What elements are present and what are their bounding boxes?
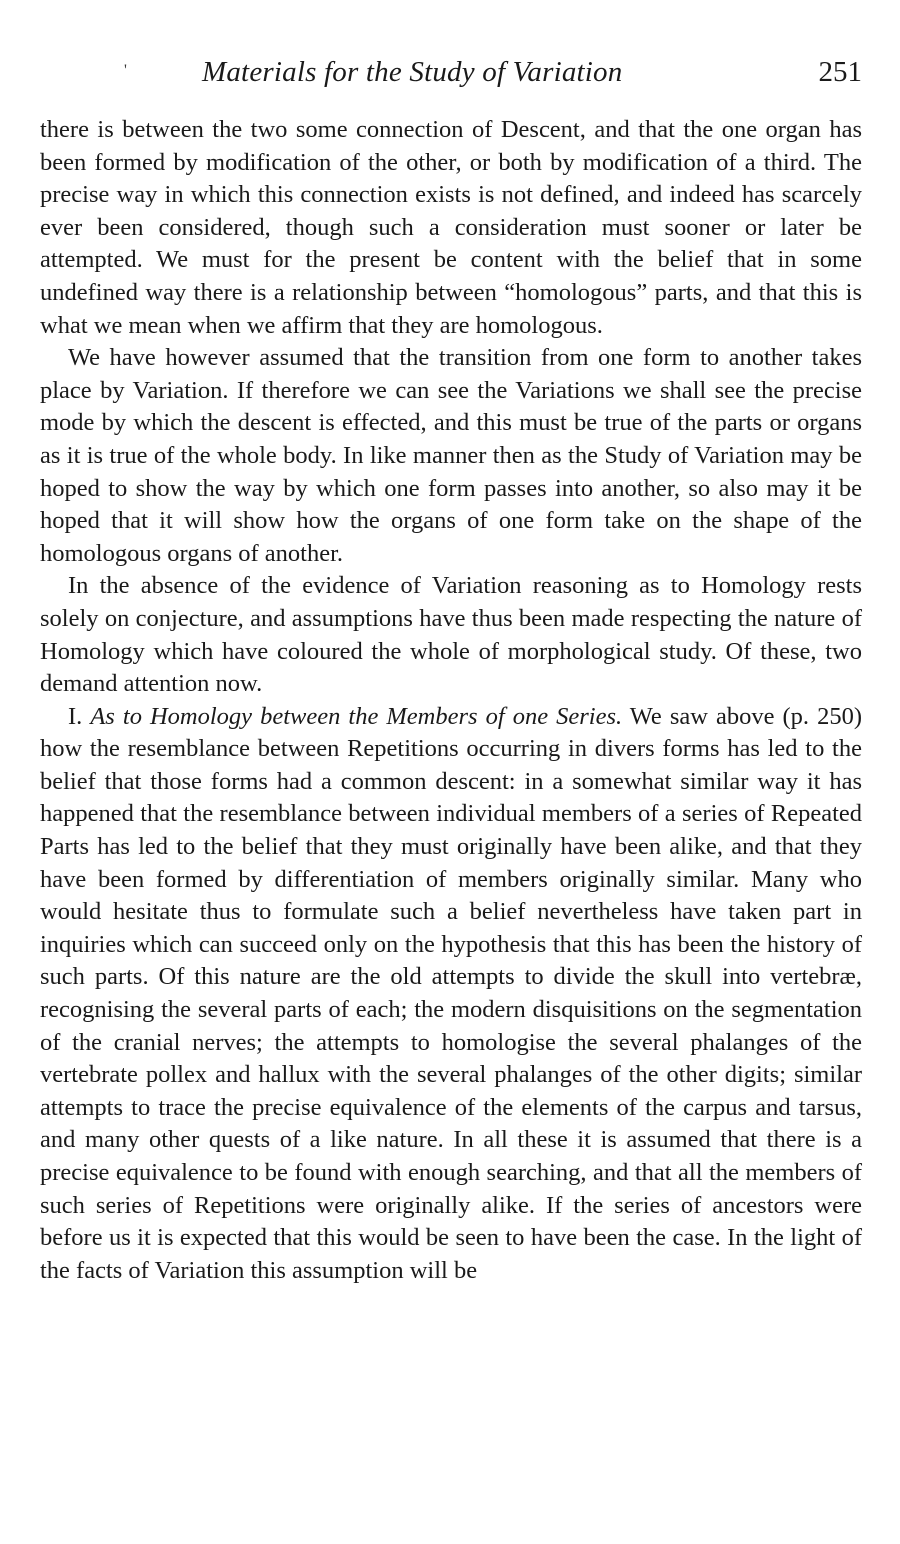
paragraph-3	[40, 570, 862, 700]
section-heading: As to Homology between the Members of one Series.	[90, 702, 623, 730]
section-number: I.	[68, 702, 83, 730]
paragraph-1	[40, 114, 862, 342]
body-text	[40, 114, 862, 1287]
paragraph-2-text: We have however assumed that the transition from one form to another takes place by Variation. If therefore we can see the Variations we shall see the precise mode by which the descent is effected, and this must be true of the parts or organs as it is true of the whole body. In like manner then as the Study of Variation may be hoped to show the way by which one form passes into another, so also may it be hoped that it will show how the organs of one form take on the shape of the homologous organs of another.	[40, 344, 862, 567]
paragraph-3-text: In the absence of the evidence of Variation reasoning as to Homology rests solely on conjecture, and assumptions have thus been made respecting the nature of Homology which have coloured the whole of morphological study. Of these, two demand attention now.	[40, 572, 862, 698]
document-page	[40, 56, 862, 1287]
running-head	[40, 56, 862, 96]
paragraph-4-text: We saw above (p. 250) how the resemblance between Repetitions occurring in divers forms has led to the belief that those forms had a common descent: in a somewhat similar way it has happened that the resemblance between individual members of a series of Repeated Parts has led to the belief that they must originally have been alike, and that they have been formed by differentiation of members originally similar. Many who would hesitate thus to formulate such a belief nevertheless have taken part in inquiries which can succeed only on the hypothesis that this has been the history of such parts. Of this nature are the old attempts to divide the skull into vertebræ, recognising the several parts of each; the modern disquisitions on the segmentation of the cranial nerves; the attempts to homologise the several phalanges of the vertebrate pollex and hallux with the several phalanges of the other digits; similar attempts to trace the precise equivalence of the elements of the carpus and tarsus, and many other quests of a like nature. In all these it is assumed that there is a precise equivalence to be found with enough searching, and that all the members of such series of Repetitions were originally alike. If the series of ancestors were before us it is expected that this would be seen to have been the case. In the light of the facts of Variation this assumption will be	[40, 702, 862, 1284]
paragraph-2	[40, 342, 862, 570]
paragraph-1-text: there is between the two some connection of Descent, and that the one organ has been formed by modification of the other, or both by modification of a third. The precise way in which this connection exists is not defined, and indeed has scarcely ever been considered, though such a consideration must sooner or later be attempted. We must for the present be content with the belief that in some undefined way there is a relationship between “homologous” parts, and that this is what we mean when we affirm that they are homologous.	[40, 116, 862, 339]
page-number: 251	[818, 56, 862, 88]
paragraph-4	[40, 701, 862, 1288]
running-head-title: Materials for the Study of Variation	[202, 56, 623, 88]
printer-mark: '	[124, 62, 127, 79]
